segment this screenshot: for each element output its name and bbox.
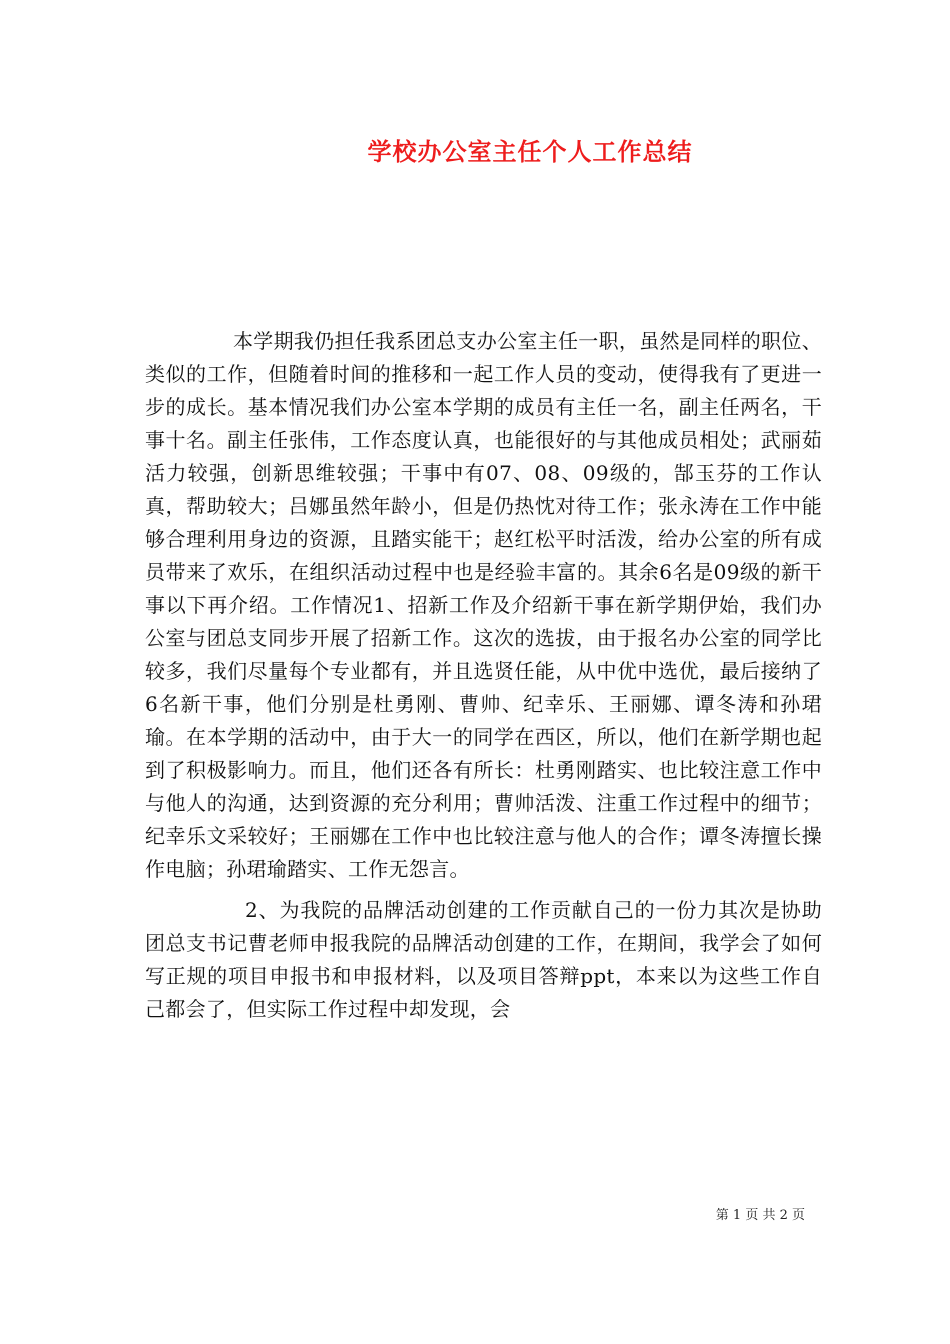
paragraph-1: 本学期我仍担任我系团总支办公室主任一职，虽然是同样的职位、类似的工作，但随着时间的推移和一起工作人员的变动，使得我有了更进一步的成长。基本情况我们办公室本学期的成员有主任一名，副主任两名，干事十名。副主任张伟，工作态度认真，也能很好的与其他成员相处；武丽茹活力较强，创新思维较强；干事中有07、08、09级的，郜玉芬的工作认真，帮助较大；吕娜虽然年龄小，但是仍热忱对待工作；张永涛在工作中能够合理利用身边的资源，且踏实能干；赵红松平时活泼，给办公室的所有成员带来了欢乐，在组织活动过程中也是经验丰富的。其余6名是09级的新干事以下再介绍。工作情况1、招新工作及介绍新干事在新学期伊始，我们办公室与团总支同步开展了招新工作。这次的选拔，由于报名办公室的同学比较多，我们尽量每个专业都有，并且选贤任能，从中优中选优，最后接纳了6名新干事，他们分别是杜勇刚、曹帅、纪幸乐、王丽娜、谭冬涛和孙珺瑜。在本学期的活动中，由于大一的同学在西区，所以，他们在新学期也起到了积极影响力。而且，他们还各有所长：杜勇刚踏实、也比较注意工作中与他人的沟通，达到资源的充分利用；曹帅活泼、注重工作过程中的细节；纪幸乐文采较好；王丽娜在工作中也比较注意与他人的合作；谭冬涛擅长操作电脑；孙珺瑜踏实、工作无怨言。	[145, 329, 822, 881]
page-number-footer: 第 1 页 共 2 页	[715, 1208, 805, 1223]
paragraph-2: 2、为我院的品牌活动创建的工作贡献自己的一份力其次是协助团总支书记曹老师申报我院的品牌活动创建的工作，在期间，我学会了如何写正规的项目申报书和申报材料，以及项目答辩ppt，本来以为这些工作自己都会了，但实际工作过程中却发现，会	[145, 898, 822, 1021]
document-body	[145, 325, 822, 1026]
document-title: 学校办公室主任个人工作总结	[367, 138, 693, 166]
